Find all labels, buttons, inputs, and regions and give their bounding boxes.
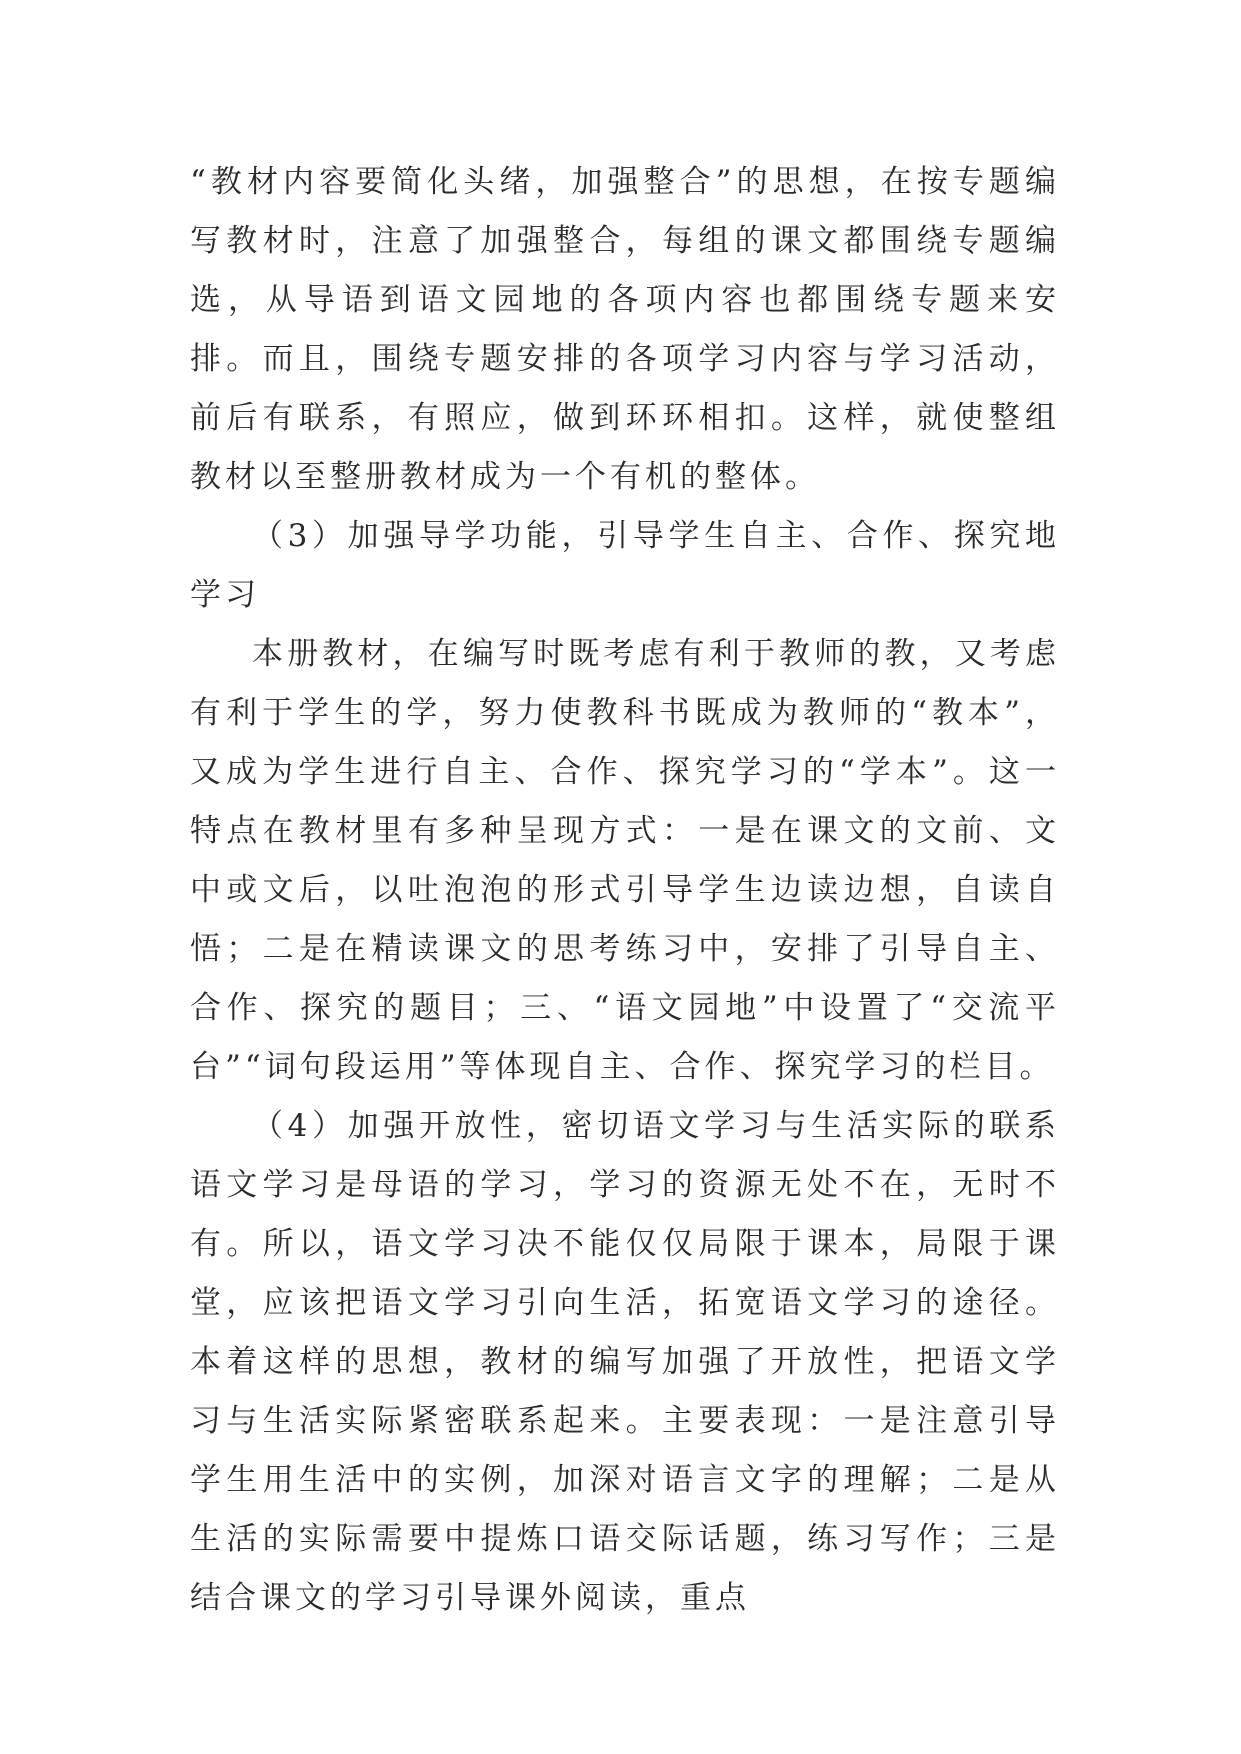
document-body	[190, 153, 1060, 1628]
paragraph-guided-learning: 本册教材，在编写时既考虑有利于教师的教，又考虑有利于学生的学，努力使教科书既成为教师的“教本”，又成为学生进行自主、合作、探究学习的“学本”。这一特点在教材里有多种呈现方式：一是在课文的文前、文中或文后，以吐泡泡的形式引导学生边读边想，自读自悟；二是在精读课文的思考练习中，安排了引导自主、合作、探究的题目；三、“语文园地”中设置了“交流平台”“词句段运用”等体现自主、合作、探究学习的栏目。	[190, 636, 1060, 1085]
paragraph-integration: “教材内容要简化头绪，加强整合”的思想，在按专题编写教材时，注意了加强整合，每组的课文都围绕专题编选，从导语到语文园地的各项内容也都围绕专题来安排。而且，围绕专题安排的各项学习内容与学习活动，前后有联系，有照应，做到环环相扣。这样，就使整组教材以至整册教材成为一个有机的整体。	[190, 164, 1060, 495]
paragraph-openness: （4）加强开放性，密切语文学习与生活实际的联系语文学习是母语的学习，学习的资源无处不在，无时不有。所以，语文学习决不能仅仅局限于课本，局限于课堂，应该把语文学习引向生活，拓宽语文学习的途径。本着这样的思想，教材的编写加强了开放性，把语文学习与生活实际紧密联系起来。主要表现：一是注意引导学生用生活中的实例，加深对语言文字的理解；二是从生活的实际需要中提炼口语交际话题，练习写作；三是结合课文的学习引导课外阅读，重点	[190, 1108, 1060, 1616]
heading-guided-learning: （3）加强导学功能，引导学生自主、合作、探究地学习	[190, 518, 1060, 613]
